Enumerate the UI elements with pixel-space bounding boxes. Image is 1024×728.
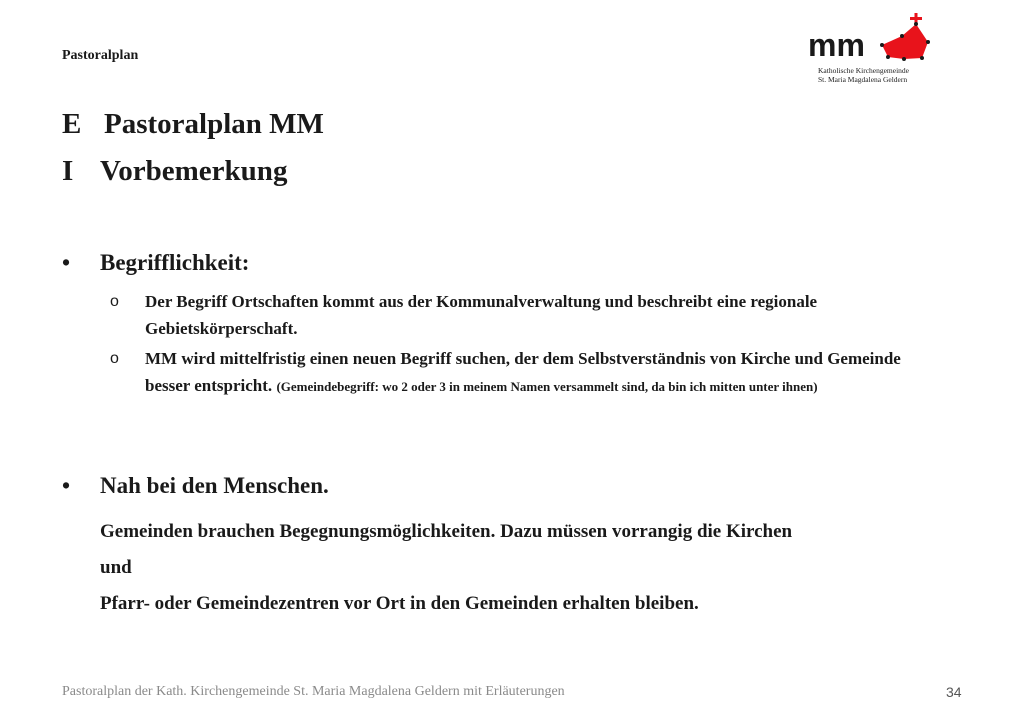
parish-logo bbox=[806, 12, 936, 86]
list-item-text: Der Begriff Ortschaften kommt aus der Kommunalverwaltung und beschreibt eine regionale Gebietskörperschaft. bbox=[145, 292, 818, 338]
list-item-text: MM wird mittelfristig einen neuen Begriff suchen, der dem Selbstverständnis von Kirche und Gemeinde besser entspricht. bbox=[145, 349, 901, 395]
bullet-mark: • bbox=[62, 473, 71, 498]
church-cross-icon bbox=[806, 12, 936, 68]
logo-mark: mm bbox=[808, 27, 865, 63]
bullet-mark: • bbox=[62, 250, 71, 275]
subtitle-text: Vorbemerkung bbox=[100, 155, 288, 187]
logo-org-line2: St. Maria Magdalena Geldern bbox=[818, 75, 908, 84]
section-paragraph bbox=[100, 514, 792, 622]
list-item-note: (Gemeindebegriff: wo 2 oder 3 in meinem Namen versammelt sind, da bin ich mitten unter ihnen) bbox=[276, 379, 818, 394]
paragraph-line: Gemeinden brauchen Begegnungsmöglichkeiten. Dazu müssen vorrangig die Kirchen bbox=[100, 521, 793, 542]
title-letter: E bbox=[62, 108, 82, 140]
section-heading-text: Nah bei den Menschen. bbox=[100, 473, 329, 498]
header-label: Pastoralplan bbox=[62, 48, 139, 63]
paragraph-line: Pfarr- oder Gemeindezentren vor Ort in den Gemeinden erhalten bleiben. bbox=[100, 593, 699, 614]
page-subtitle bbox=[62, 155, 287, 188]
section-heading bbox=[62, 473, 329, 499]
title-text: Pastoralplan MM bbox=[104, 108, 324, 140]
sub-bullet-mark: o bbox=[110, 350, 119, 367]
page-title bbox=[62, 108, 324, 141]
section-heading bbox=[62, 250, 249, 276]
sub-bullet-mark: o bbox=[110, 293, 119, 310]
section-heading-text: Begrifflichkeit: bbox=[100, 250, 250, 275]
subtitle-numeral: I bbox=[62, 155, 74, 187]
logo-org-name bbox=[818, 66, 909, 84]
logo-org-line1: Katholische Kirchengemeinde bbox=[818, 66, 910, 75]
footer-text: Pastoralplan der Kath. Kirchengemeinde St. Maria Magdalena Geldern mit Erläuterungen bbox=[62, 684, 565, 699]
paragraph-line: und bbox=[100, 557, 132, 578]
page-number: 34 bbox=[946, 684, 962, 700]
